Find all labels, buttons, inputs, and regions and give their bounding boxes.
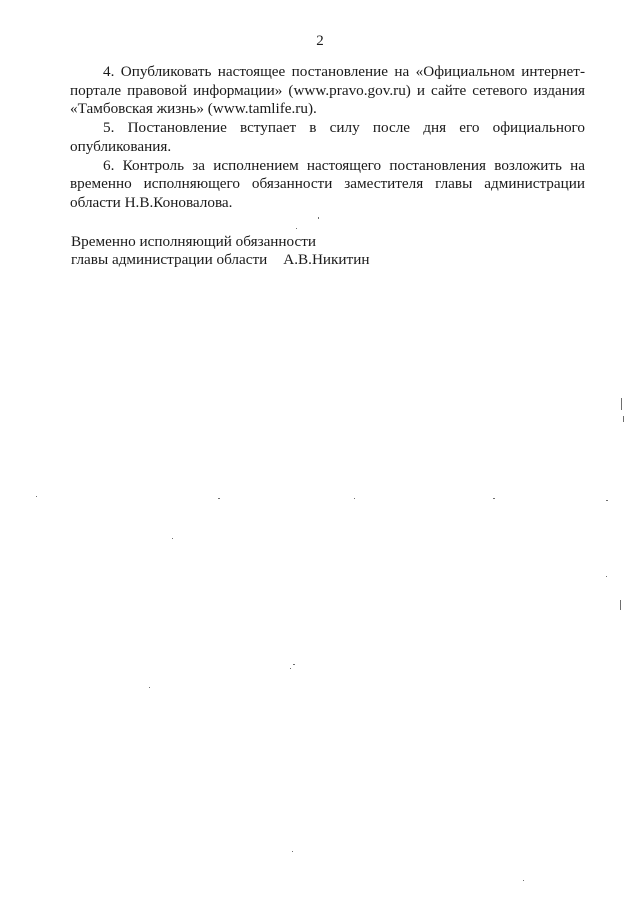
- scan-speck: [621, 398, 622, 410]
- page-number: 2: [316, 33, 324, 49]
- scan-speck: [218, 498, 220, 499]
- clause-6: 6. Контроль за исполнением настоящего постановления возложить на временно исполняющего обязанности заместителя главы администрации области Н.В.Коновалова.: [70, 156, 585, 211]
- scan-speck: [290, 668, 291, 669]
- signatory-name: А.В.Никитин: [283, 251, 370, 268]
- signature-block: [71, 233, 369, 269]
- scan-speck: [354, 498, 355, 499]
- signature-title-line-2: главы администрации области: [71, 251, 268, 268]
- scan-speck: [620, 600, 621, 610]
- scan-speck: [523, 880, 524, 881]
- clause-4: 4. Опубликовать настоящее постановление на «Официальном интернет-портале правовой информации» (www.pravo.gov.ru) и сайте сетевого издания «Тамбовская жизнь» (www.tamlife.ru).: [70, 63, 585, 118]
- scan-speck: [172, 538, 173, 539]
- scan-speck: [292, 851, 293, 852]
- signature-title-line-2-row: [71, 251, 369, 269]
- scan-speck: [493, 498, 495, 499]
- scan-speck: [36, 496, 37, 497]
- scan-speck: [296, 228, 297, 229]
- clause-5: 5. Постановление вступает в силу после дня его официального опубликования.: [70, 119, 585, 155]
- scan-speck: [293, 664, 295, 665]
- signature-title-line-1: Временно исполняющий обязанности: [71, 233, 317, 250]
- document-body: [70, 63, 585, 213]
- scan-speck: [606, 500, 608, 501]
- scan-speck: [623, 416, 624, 422]
- scan-speck: [318, 217, 319, 219]
- scan-speck: [149, 687, 150, 688]
- scan-speck: [606, 576, 607, 577]
